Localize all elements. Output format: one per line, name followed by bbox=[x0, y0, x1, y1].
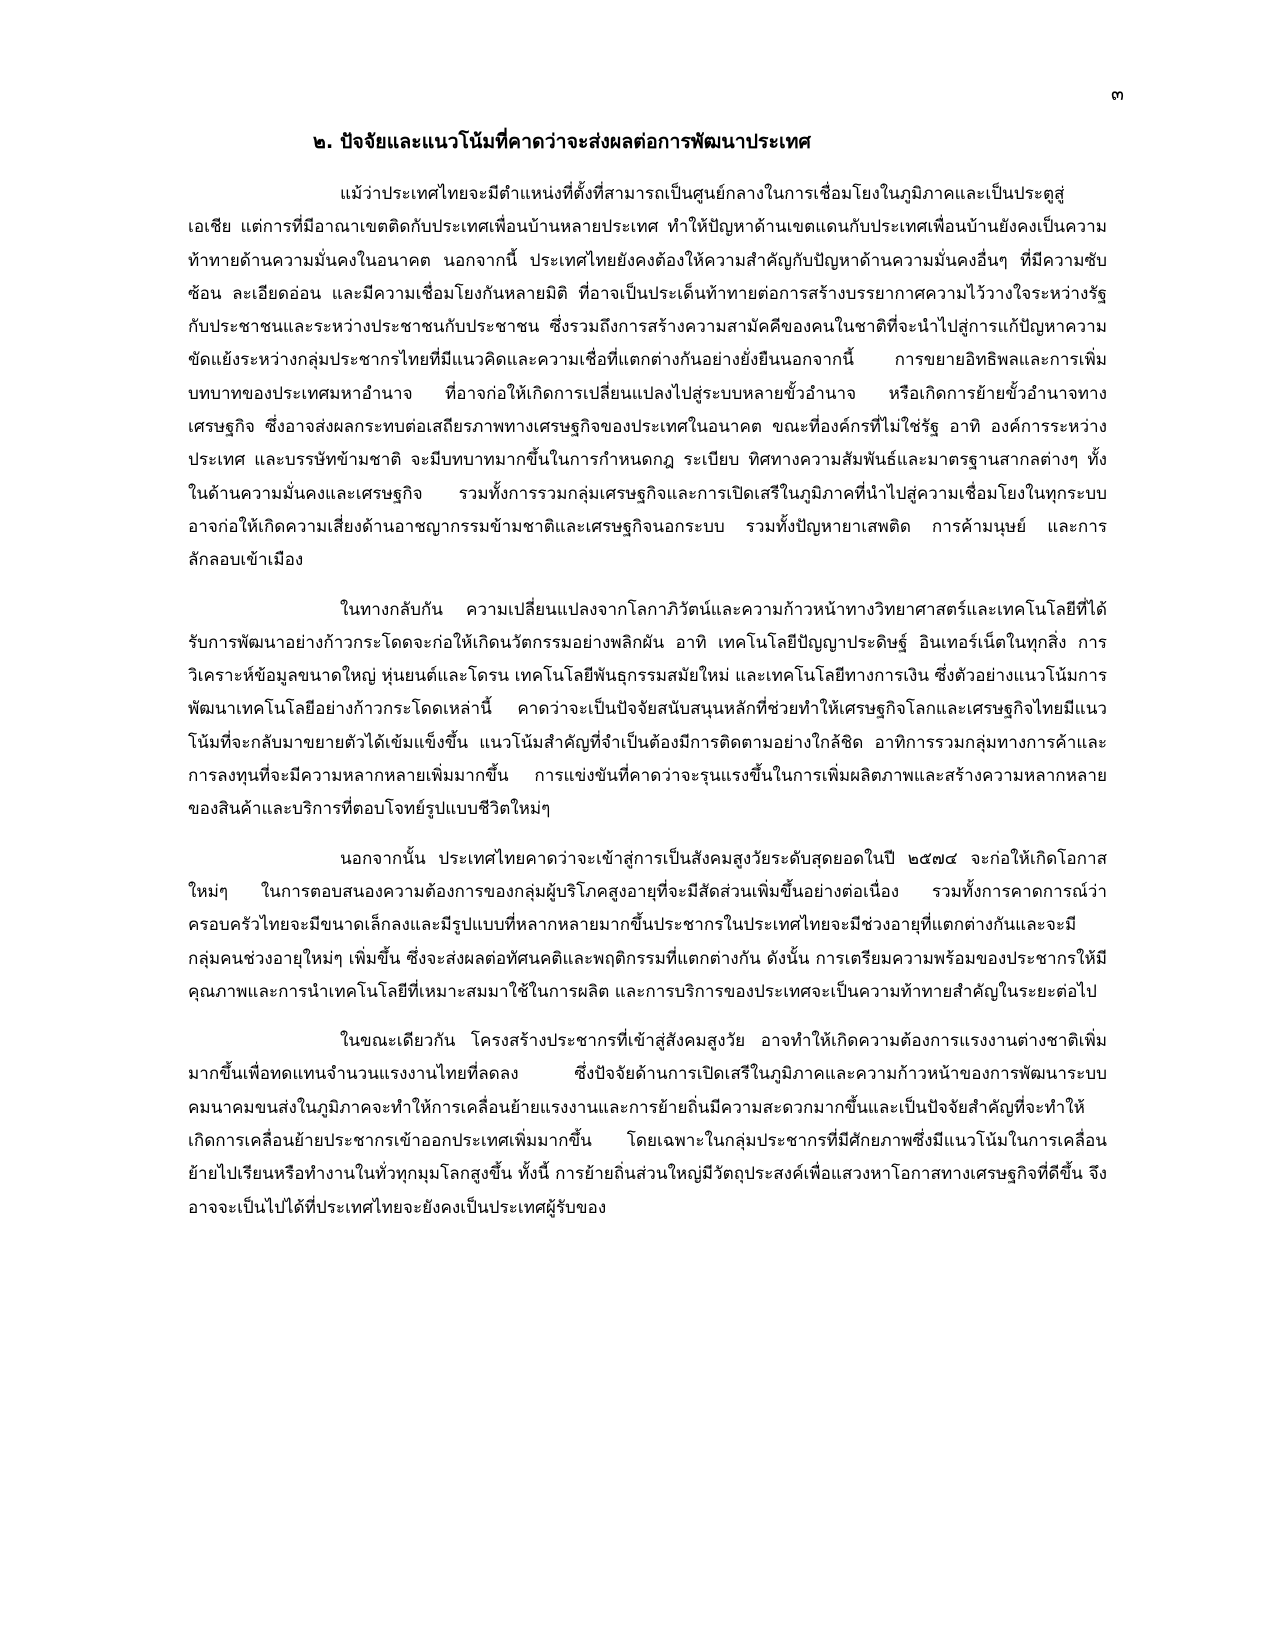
paragraph-4: ในขณะเดียวกัน โครงสร้างประชากรที่เข้าสู่สังคมสูงวัย อาจทำให้เกิดความต้องการแรงงานต่างชาติเพิ่มมากขึ้นเพื่อทดแทนจำนวนแรงงานไทยที่ลดลง ซึ่งปัจจัยด้านการเปิดเสรีในภูมิภาคและความก้าวหน้าของการพัฒนาระบบคมนาคมขนส่งในภูมิภาคจะทำให้การเคลื่อนย้ายแรงงานและการย้ายถิ่นมีความสะดวกมากขึ้นและเป็นปัจจัยสำคัญที่จะทำให้เกิดการเคลื่อนย้ายประชากรเข้าออกประเทศเพิ่มมากขึ้น โดยเฉพาะในกลุ่มประชากรที่มีศักยภาพซึ่งมีแนวโน้มในการเคลื่อนย้ายไปเรียนหรือทำงานในทั่วทุกมุมโลกสูงขึ้น ทั้งนี้ การย้ายถิ่นส่วนใหญ่มีวัตถุประสงค์เพื่อแสวงหาโอกาสทางเศรษฐกิจที่ดีขึ้น จึงอาจจะเป็นไปได้ที่ประเทศไทยจะยังคงเป็นประเทศผู้รับของ bbox=[188, 1031, 1107, 1218]
section-heading: ๒. ปัจจัยและแนวโน้มที่คาดว่าจะส่งผลต่อการพัฒนาประเทศ bbox=[313, 130, 811, 153]
paragraph-2: ในทางกลับกัน ความเปลี่ยนแปลงจากโลกาภิวัตน์และความก้าวหน้าทางวิทยาศาสตร์และเทคโนโลยีที่ได้รับการพัฒนาอย่างก้าวกระโดดจะก่อให้เกิดนวัตกรรมอย่างพลิกผัน อาทิ เทคโนโลยีปัญญาประดิษฐ์ อินเทอร์เน็ตในทุกสิ่ง การวิเคราะห์ข้อมูลขนาดใหญ่ หุ่นยนต์และโดรน เทคโนโลยีพันธุกรรมสมัยใหม่ และเทคโนโลยีทางการเงิน ซึ่งตัวอย่างแนวโน้มการพัฒนาเทคโนโลยีอย่างก้าวกระโดดเหล่านี้ คาดว่าจะเป็นปัจจัยสนับสนุนหลักที่ช่วยทำให้เศรษฐกิจโลกและเศรษฐกิจไทยมีแนวโน้มที่จะกลับมาขยายตัวได้เข้มแข็งขึ้น แนวโน้มสำคัญที่จำเป็นต้องมีการติดตามอย่างใกล้ชิด อาทิการรวมกลุ่มทางการค้าและการลงทุนที่จะมีความหลากหลายเพิ่มมากขึ้น การแข่งขันที่คาดว่าจะรุนแรงขึ้นในการเพิ่มผลิตภาพและสร้างความหลากหลายของสินค้าและบริการที่ตอบโจทย์รูปแบบชีวิตใหม่ๆ bbox=[188, 599, 1107, 820]
body-text bbox=[188, 178, 1107, 1241]
paragraph-1: แม้ว่าประเทศไทยจะมีตำแหน่งที่ตั้งที่สามารถเป็นศูนย์กลางในการเชื่อมโยงในภูมิภาคและเป็นประตูสู่เอเชีย แต่การที่มีอาณาเขตติดกับประเทศเพื่อนบ้านหลายประเทศ ทำให้ปัญหาด้านเขตแดนกับประเทศเพื่อนบ้านยังคงเป็นความท้าทายด้านความมั่นคงในอนาคต นอกจากนี้ ประเทศไทยยังคงต้องให้ความสำคัญกับปัญหาด้านความมั่นคงอื่นๆ ที่มีความซับซ้อน ละเอียดอ่อน และมีความเชื่อมโยงกันหลายมิติ ที่อาจเป็นประเด็นท้าทายต่อการสร้างบรรยากาศความไว้วางใจระหว่างรัฐกับประชาชนและระหว่างประชาชนกับประชาชน ซึ่งรวมถึงการสร้างความสามัคคีของคนในชาติที่จะนำไปสู่การแก้ปัญหาความขัดแย้งระหว่างกลุ่มประชากรไทยที่มีแนวคิดและความเชื่อที่แตกต่างกันอย่างยั่งยืนนอกจากนี้ การขยายอิทธิพลและการเพิ่มบทบาทของประเทศมหาอำนาจ ที่อาจก่อให้เกิดการเปลี่ยนแปลงไปสู่ระบบหลายขั้วอำนาจ หรือเกิดการย้ายขั้วอำนาจทางเศรษฐกิจ ซึ่งอาจส่งผลกระทบต่อเสถียรภาพทางเศรษฐกิจของประเทศในอนาคต ขณะที่องค์กรที่ไม่ใช่รัฐ อาทิ องค์การระหว่างประเทศ และบรรษัทข้ามชาติ จะมีบทบาทมากขึ้นในการกำหนดกฎ ระเบียบ ทิศทางความสัมพันธ์และมาตรฐานสากลต่างๆ ทั้งในด้านความมั่นคงและเศรษฐกิจ รวมทั้งการรวมกลุ่มเศรษฐกิจและการเปิดเสรีในภูมิภาคที่นำไปสู่ความเชื่อมโยงในทุกระบบ อาจก่อให้เกิดความเสี่ยงด้านอาชญากรรมข้ามชาติและเศรษฐกิจนอกระบบ รวมทั้งปัญหายาเสพติด การค้ามนุษย์ และการลักลอบเข้าเมือง bbox=[188, 184, 1107, 571]
paragraph-3: นอกจากนั้น ประเทศไทยคาดว่าจะเข้าสู่การเป็นสังคมสูงวัยระดับสุดยอดในปี ๒๕๗๔ จะก่อให้เกิดโอกาสใหม่ๆ ในการตอบสนองความต้องการของกลุ่มผู้บริโภคสูงอายุที่จะมีสัดส่วนเพิ่มขึ้นอย่างต่อเนื่อง รวมทั้งการคาดการณ์ว่าครอบครัวไทยจะมีขนาดเล็กลงและมีรูปแบบที่หลากหลายมากขึ้นประชากรในประเทศไทยจะมีช่วงอายุที่แตกต่างกันและจะมีกลุ่มคนช่วงอายุใหม่ๆ เพิ่มขึ้น ซึ่งจะส่งผลต่อทัศนคติและพฤติกรรมที่แตกต่างกัน ดังนั้น การเตรียมความพร้อมของประชากรให้มีคุณภาพและการนำเทคโนโลยีที่เหมาะสมมาใช้ในการผลิต และการบริการของประเทศจะเป็นความท้าทายสำคัญในระยะต่อไป bbox=[188, 848, 1107, 1002]
page-number: ๓ bbox=[1111, 83, 1124, 105]
